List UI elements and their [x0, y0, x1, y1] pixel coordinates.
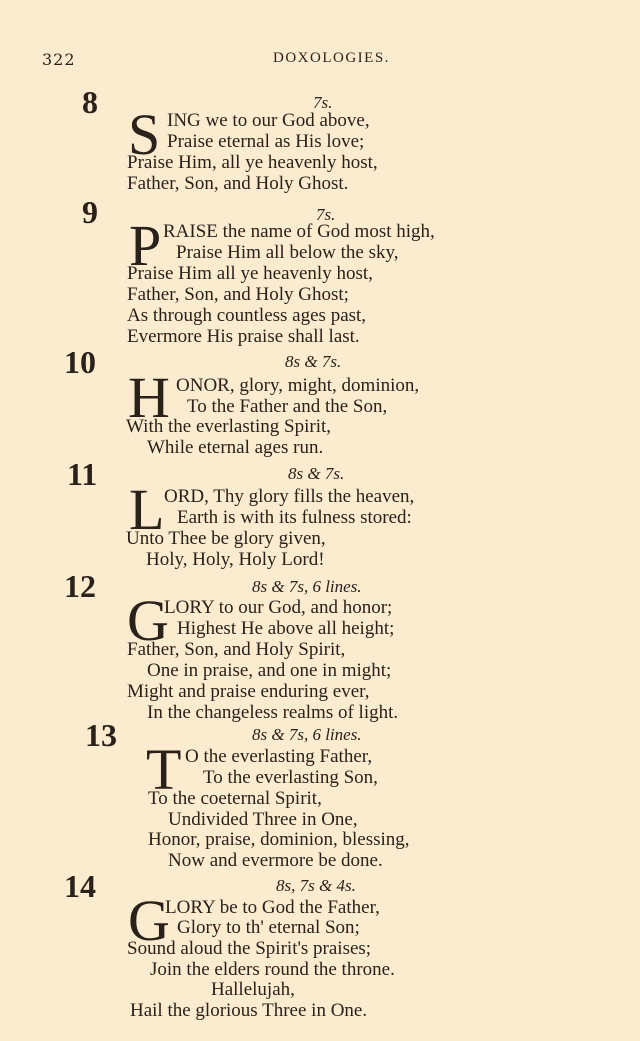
verse-line: To the coeternal Spirit,	[148, 788, 322, 809]
drop-cap: L	[129, 477, 165, 542]
drop-cap: P	[129, 213, 162, 278]
drop-cap: G	[128, 888, 170, 953]
hymn-number: 11	[67, 456, 98, 492]
page-number: 322	[42, 50, 76, 69]
hymn-meter: 8s & 7s.	[285, 352, 342, 371]
drop-cap: G	[127, 588, 169, 653]
hymn-number: 14	[64, 868, 96, 904]
verse-line: With the everlasting Spirit,	[126, 416, 332, 437]
hymn-number: 10	[64, 344, 96, 380]
page-header	[0, 50, 640, 72]
hymn-meter: 7s.	[313, 93, 333, 112]
verse-line: Hallelujah,	[211, 979, 295, 1000]
verse-line: Father, Son, and Holy Ghost;	[127, 284, 349, 305]
verse-line: One in praise, and one in might;	[147, 660, 392, 681]
verse-line: O the everlasting Father,	[185, 746, 373, 767]
verse-line: RAISE the name of God most high,	[163, 221, 435, 242]
verse-line: Undivided Three in One,	[168, 809, 358, 830]
verse-line: Earth is with its fulness stored:	[177, 507, 412, 528]
verse-line: Sound aloud the Spirit's praises;	[127, 938, 372, 959]
hymn-meter: 8s & 7s, 6 lines.	[252, 725, 362, 744]
drop-cap: H	[128, 365, 170, 430]
verse-line: Praise Him all below the sky,	[176, 242, 399, 263]
verse-line: LORY to our God, and honor;	[164, 597, 393, 618]
page-title: DOXOLOGIES.	[273, 50, 390, 66]
verse-line: Praise Him, all ye heavenly host,	[127, 152, 378, 173]
verse-line: Unto Thee be glory given,	[126, 528, 326, 549]
hymn-number: 13	[85, 717, 117, 753]
hymn-number: 9	[82, 194, 98, 230]
drop-cap: T	[146, 737, 182, 802]
hymn-meter: 7s.	[316, 205, 336, 224]
verse-line: LORY be to God the Father,	[165, 897, 380, 918]
verse-line: ORD, Thy glory fills the heaven,	[164, 486, 415, 507]
verse-line: ONOR, glory, might, dominion,	[176, 375, 420, 396]
verse-line: In the changeless realms of light.	[147, 702, 399, 723]
hymn-number: 8	[82, 84, 98, 120]
hymn-number: 12	[64, 568, 96, 604]
verse-line: Highest He above all height;	[177, 618, 395, 639]
verse-line: Now and evermore be done.	[168, 850, 383, 871]
verse-line: To the Father and the Son,	[187, 396, 388, 417]
verse-line: While eternal ages run.	[147, 437, 324, 458]
verse-line: Evermore His praise shall last.	[127, 326, 360, 347]
hymn-meter: 8s, 7s & 4s.	[276, 876, 356, 895]
verse-line: Hail the glorious Three in One.	[130, 1000, 368, 1021]
verse-line: Praise eternal as His love;	[167, 131, 365, 152]
drop-cap: S	[128, 102, 161, 167]
hymn-meter: 8s & 7s, 6 lines.	[252, 577, 362, 596]
hymn-meter: 8s & 7s.	[288, 464, 345, 483]
verse-line: Praise Him all ye heavenly host,	[127, 263, 373, 284]
verse-line: To the everlasting Son,	[203, 767, 378, 788]
verse-line: ING we to our God above,	[167, 110, 370, 131]
verse-line: As through countless ages past,	[127, 305, 367, 326]
verse-line: Father, Son, and Holy Spirit,	[127, 639, 346, 660]
verse-line: Glory to th' eternal Son;	[177, 917, 360, 938]
verse-line: Might and praise enduring ever,	[127, 681, 370, 702]
verse-line: Honor, praise, dominion, blessing,	[148, 829, 410, 850]
verse-line: Holy, Holy, Holy Lord!	[146, 549, 325, 570]
verse-line: Join the elders round the throne.	[150, 959, 395, 980]
verse-line: Father, Son, and Holy Ghost.	[127, 173, 349, 194]
